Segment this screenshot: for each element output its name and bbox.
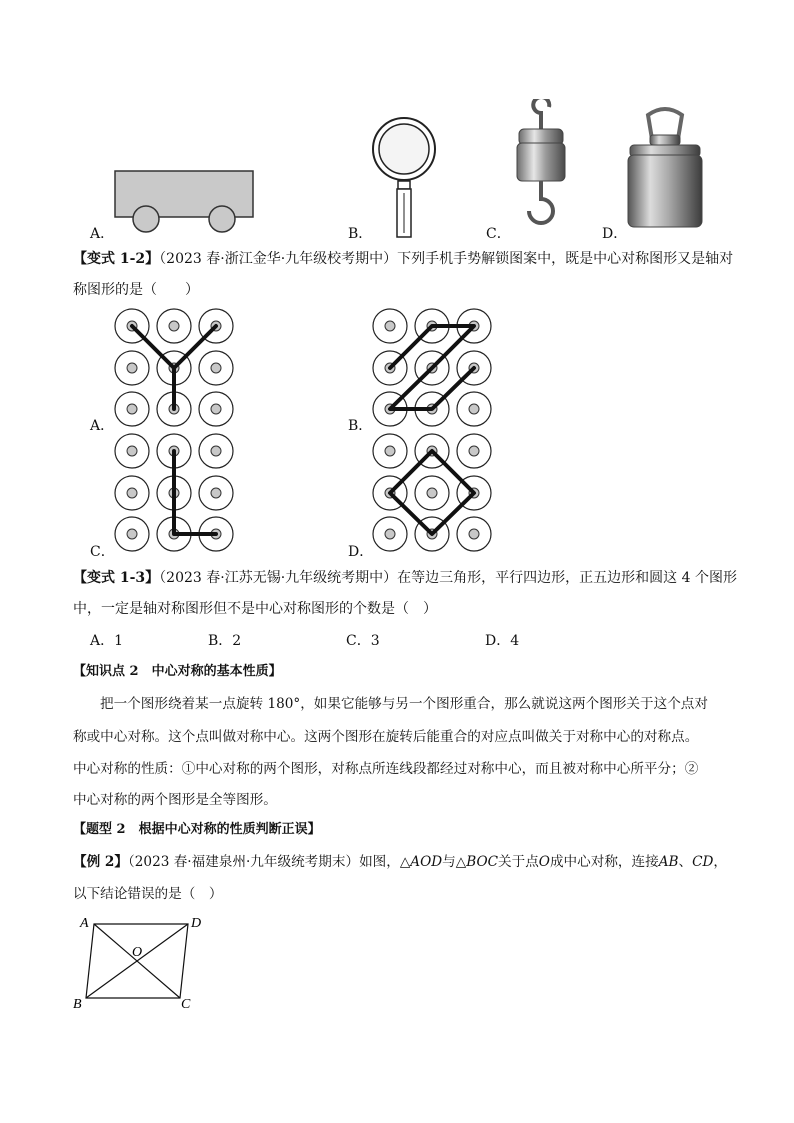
example-2-stem-line2: 以下结论错误的是（ ）	[73, 886, 223, 902]
q1-option-row	[0, 95, 794, 245]
variant-1-3-stem-line2	[73, 599, 437, 619]
choice-d[interactable]: D．4	[485, 633, 520, 649]
variant-1-2-option-c-label[interactable]: C．	[90, 544, 115, 560]
variant-1-3-source: （2023 春·江苏无锡·九年级统考期中）	[159, 570, 398, 586]
cart-figure	[105, 165, 255, 235]
magnifier-neck	[398, 181, 410, 189]
choice-a[interactable]: A．1	[90, 633, 124, 649]
variant-1-2-stem-line2	[73, 280, 199, 300]
type-2-title: 【题型 2 根据中心对称的性质判断正误】	[73, 822, 321, 837]
knowledge-point-2-line1: 把一个图形绕着某一点旋转 180°，如果它能够与另一个图形重合，那么就说这两个图形关于这个点对	[100, 696, 708, 712]
lock-pattern-d[interactable]	[368, 430, 498, 555]
lock-pattern-a[interactable]	[110, 305, 240, 430]
label-a: A	[80, 916, 89, 931]
variant-1-2-tag: 【变式 1-2】	[73, 251, 160, 267]
variant-1-2-option-a-label[interactable]: A．	[90, 418, 115, 434]
segment-cd: CD	[692, 854, 714, 870]
example-2-stem-line1	[73, 852, 727, 872]
variant-1-3-stem-cont: 中，一定是轴对称图形但不是中心对称图形的个数是（ ）	[73, 601, 437, 617]
knowledge-point-2-line2: 称或中心对称。这个点叫做对称中心。这两个图形在旋转后能重合的对应点叫做关于对称中心的对称点。	[73, 729, 699, 745]
label-b: B	[73, 997, 82, 1012]
variant-1-2-option-b-label[interactable]: B．	[348, 418, 373, 434]
parallelogram-figure	[70, 910, 210, 1015]
q1-option-b-label[interactable]: B．	[348, 226, 373, 242]
knowledge-point-2-line3: 中心对称的性质：①中心对称的两个图形，对称点所连线段都经过对称中心，而且被对称中心所平分；②	[73, 761, 699, 777]
triangle-boc: △BOC	[455, 854, 499, 870]
cylinder-weight-figure	[620, 105, 710, 233]
cart-wheel-right	[209, 206, 235, 232]
variant-1-2-option-d-label[interactable]: D．	[348, 544, 374, 560]
cart-wheel-left	[133, 206, 159, 232]
magnifier-figure	[368, 115, 440, 240]
lock-pattern-b[interactable]	[368, 305, 498, 430]
variant-1-3-stem: 在等边三角形，平行四边形，正五边形和圆这 4 个图形	[397, 570, 737, 586]
choice-b[interactable]: B．2	[208, 633, 242, 649]
separator: 、	[678, 854, 693, 870]
point-o: O	[538, 854, 550, 870]
example-2-stem-a: 如图，	[359, 854, 400, 870]
variant-1-3-stem-line1	[73, 568, 737, 588]
knowledge-point-2-title: 【知识点 2 中心对称的基本性质】	[73, 664, 282, 679]
label-d: D	[191, 916, 202, 931]
label-c: C	[181, 997, 191, 1012]
example-2-stem-b: 与	[442, 854, 456, 870]
q1-option-d-label[interactable]: D．	[602, 226, 628, 242]
variant-1-3-tag: 【变式 1-3】	[73, 570, 160, 586]
example-2-stem-d: 成中心对称，连接	[549, 854, 659, 870]
diagonal-bd	[86, 924, 188, 998]
knowledge-point-2-line4: 中心对称的两个图形是全等图形。	[73, 792, 277, 808]
triangle-aod: △AOD	[399, 854, 443, 870]
example-2-tag: 【例 2】	[73, 854, 128, 870]
variant-1-2-source: （2023 春·浙江金华·九年级校考期中）	[159, 251, 398, 267]
lock-pattern-c[interactable]	[110, 430, 240, 555]
variant-1-2-stem: 下列手机手势解锁图案中，既是中心对称图形又是轴对	[397, 251, 734, 267]
q1-option-a-label[interactable]: A．	[90, 226, 115, 242]
segment-ab: AB	[658, 854, 679, 870]
magnifier-lens-inner	[379, 124, 429, 174]
hook-weight-figure	[505, 99, 575, 234]
label-o: O	[132, 945, 143, 960]
example-2-stem-c: 关于点	[498, 854, 539, 870]
variant-1-2-stem-cont: 称图形的是（ ）	[73, 282, 199, 298]
choice-c[interactable]: C．3	[346, 633, 380, 649]
example-2-source: （2023 春·福建泉州·九年级统考期末）	[127, 854, 360, 870]
comma: ，	[713, 854, 728, 870]
variant-1-2-stem-line1	[73, 249, 733, 269]
q1-option-c-label[interactable]: C．	[486, 226, 511, 242]
